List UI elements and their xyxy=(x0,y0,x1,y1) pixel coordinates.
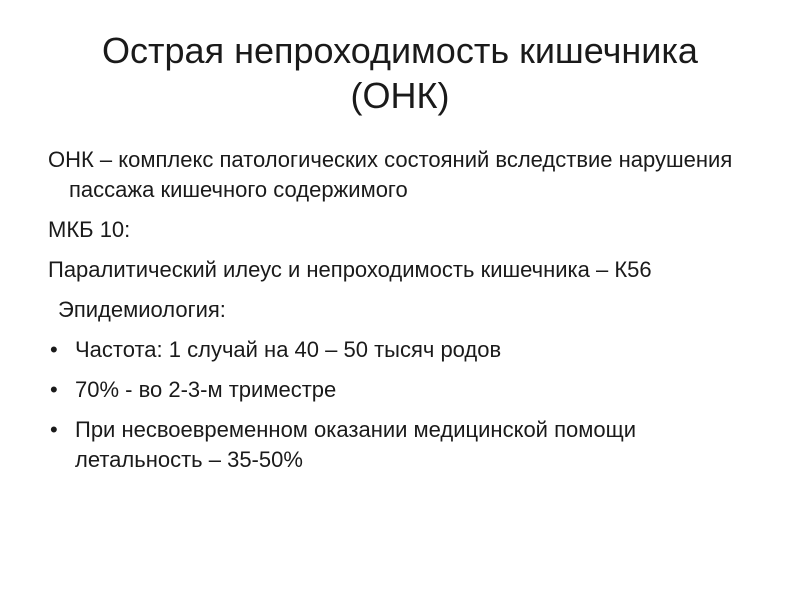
slide-title-line-2: (ОНК) xyxy=(350,75,450,116)
bullet-icon: • xyxy=(50,337,58,362)
icd-entry: Паралитический илеус и непроходимость кишечника – К56 xyxy=(48,257,652,282)
list-item xyxy=(48,375,768,405)
slide-body xyxy=(48,145,768,485)
slide-title xyxy=(40,28,760,118)
list-item xyxy=(48,335,768,365)
bullet-icon: • xyxy=(50,377,58,402)
definition-text: ОНК – комплекс патологических состояний вследствие нарушения пассажа кишечного содержимого xyxy=(48,147,733,202)
bullet-icon: • xyxy=(50,417,58,442)
bullet-text: Частота: 1 случай на 40 – 50 тысяч родов xyxy=(75,337,502,362)
slide-title-line-1: Острая непроходимость кишечника xyxy=(102,30,698,71)
bullet-text: При несвоевременном оказании медицинской помощи летальность – 35-50% xyxy=(75,417,636,472)
bullet-text: 70% - во 2-3-м триместре xyxy=(75,377,337,402)
epidemiology-list xyxy=(48,335,768,475)
icd-label: МКБ 10: xyxy=(48,217,131,242)
epidemiology-heading: Эпидемиология: xyxy=(58,297,226,322)
list-item xyxy=(48,415,768,475)
